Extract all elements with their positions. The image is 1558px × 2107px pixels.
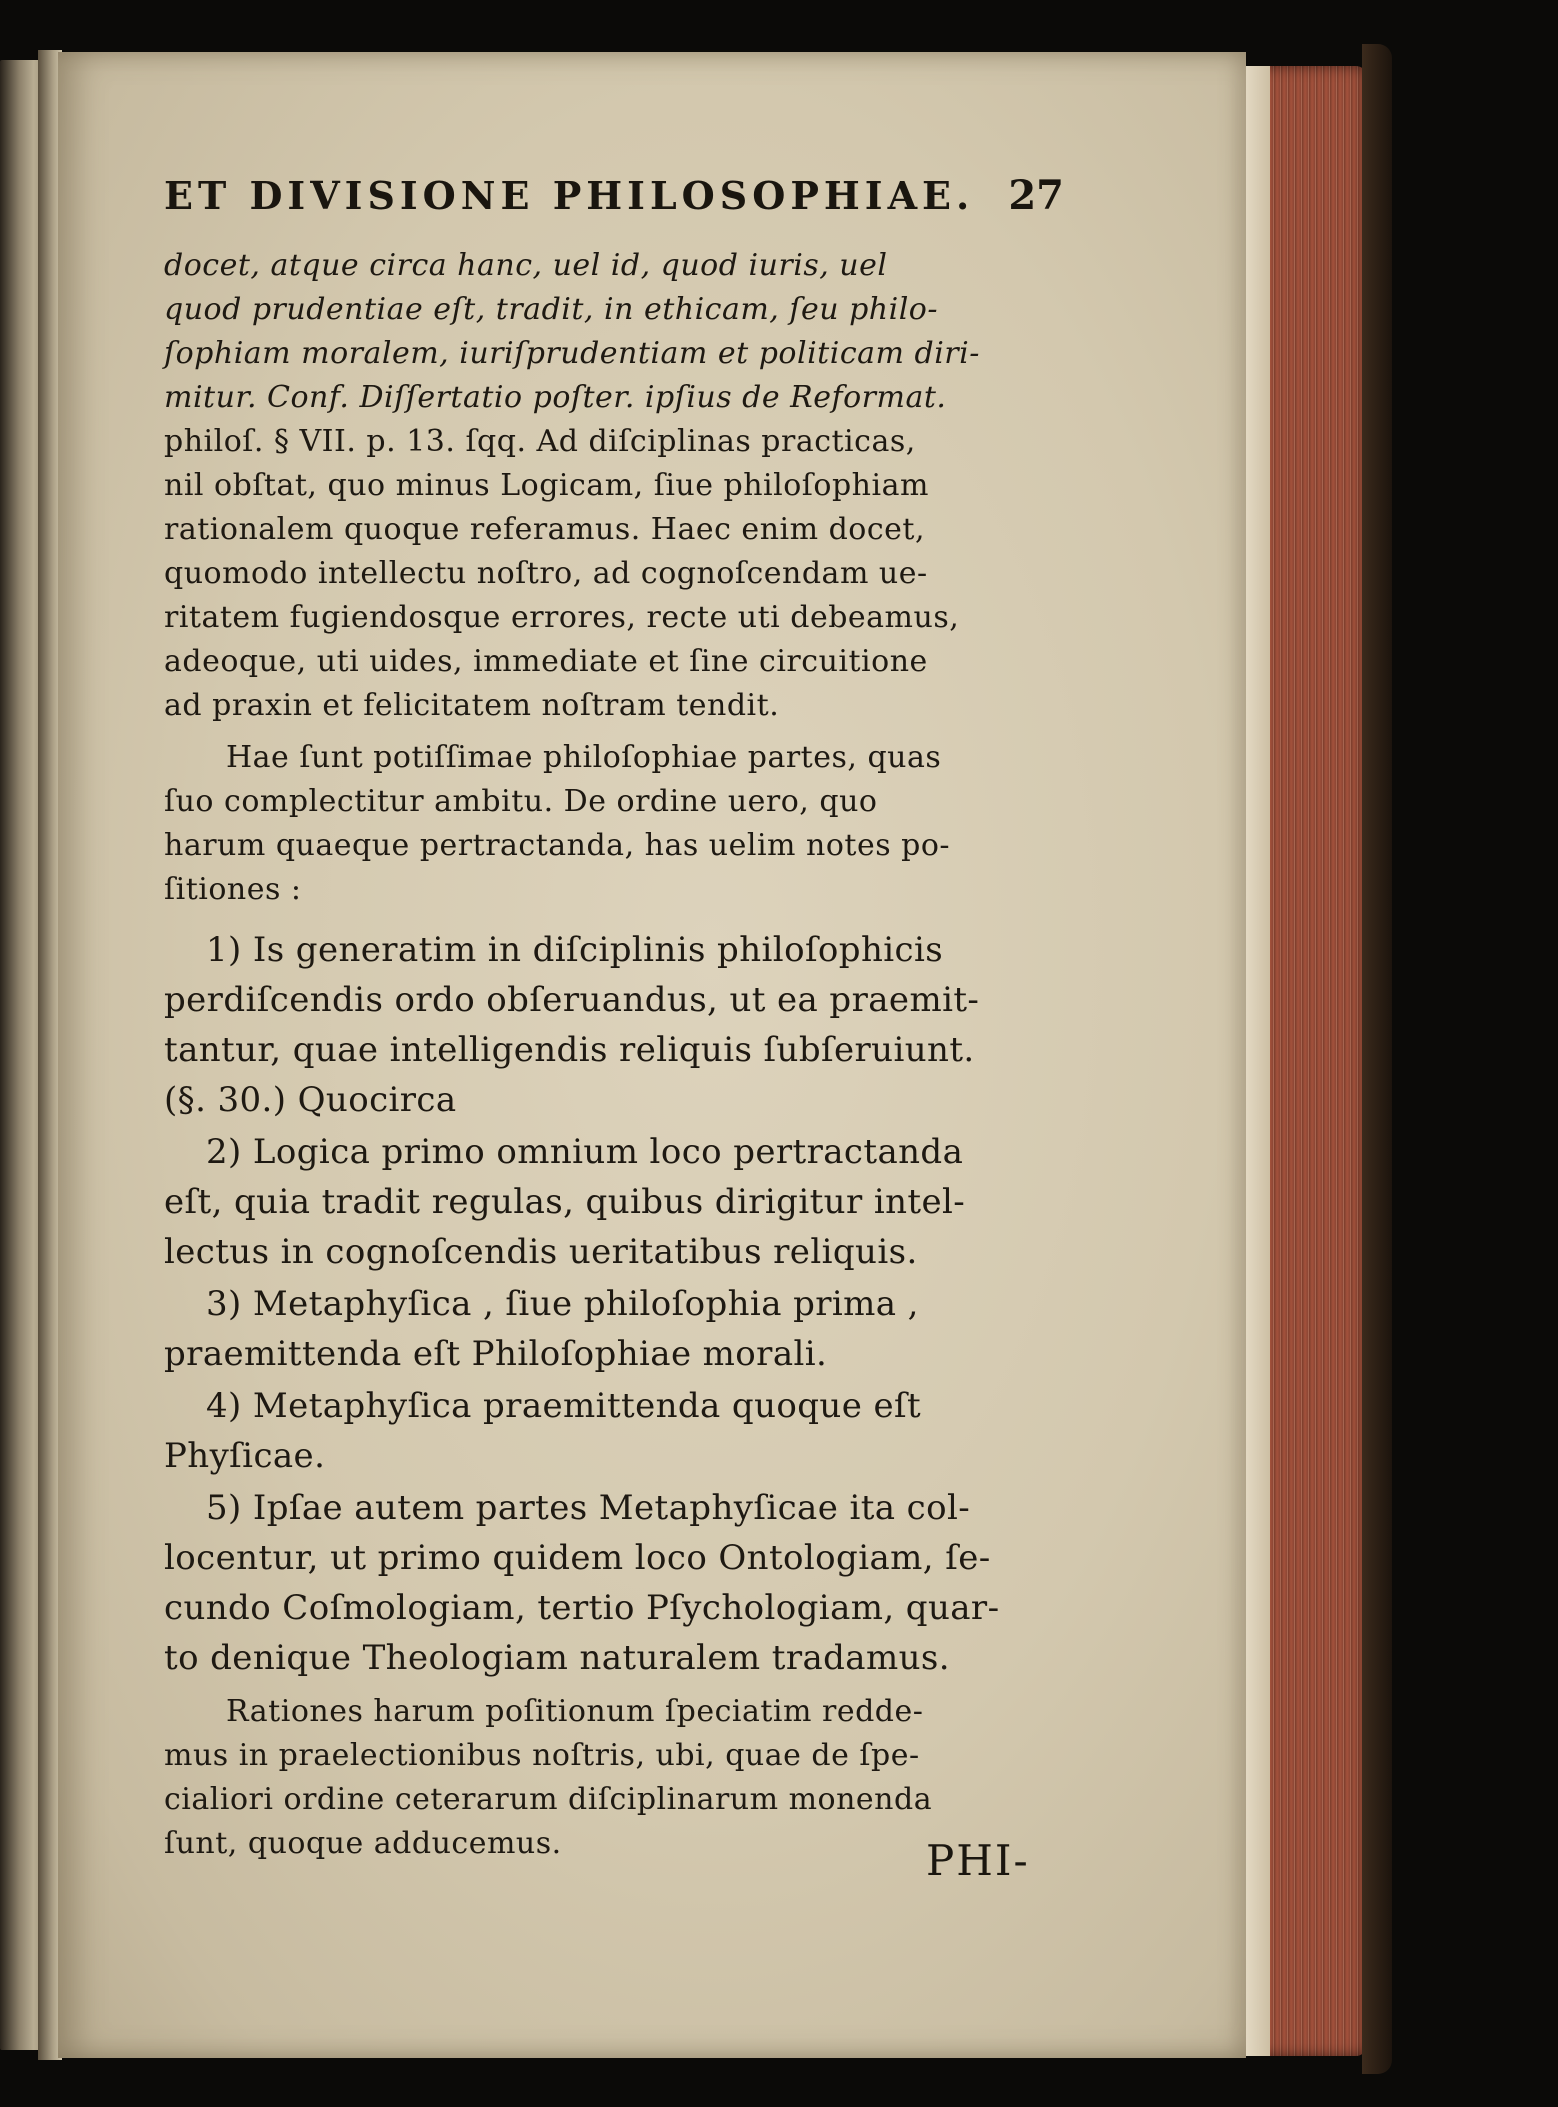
running-title: ET DIVISIONE PHILOSOPHIAE. [164, 173, 975, 218]
text-line: ſunt, quoque adducemus. [164, 1826, 562, 1861]
text-line: adeoque, uti uides, immediate et ſine circuitione [164, 644, 928, 679]
running-head [164, 172, 1064, 228]
text-line: docet, atque circa hanc, uel id, quod iuris, uel [164, 248, 888, 283]
position-line: locentur, ut primo quidem loco Ontologiam, ſe- [164, 1538, 991, 1578]
text-line: nil obſtat, quo minus Logicam, ſiue philoſophiam [164, 468, 929, 503]
position-line: 4) Metaphyſica praemittenda quoque eſt [206, 1386, 922, 1426]
position-line: cundo Coſmologiam, tertio Pſychologiam, quar- [164, 1588, 1000, 1628]
position-line: praemittenda eſt Philoſophiae morali. [164, 1334, 828, 1374]
position-line: 1) Is generatim in diſciplinis philoſophicis [206, 930, 944, 970]
text-line: ſuo complectitur ambitu. De ordine uero, quo [164, 784, 878, 819]
position-line: perdiſcendis ordo obſeruandus, ut ea praemit- [164, 980, 980, 1020]
text-line: cialiori ordine ceterarum diſciplinarum monenda [164, 1782, 933, 1817]
position-line: lectus in cognoſcendis ueritatibus reliquis. [164, 1232, 918, 1272]
text-line: ritatem fugiendosque errores, recte uti debeamus, [164, 600, 960, 635]
text-line: rationalem quoque referamus. Haec enim docet, [164, 512, 926, 547]
position-line: to denique Theologiam naturalem tradamus. [164, 1638, 950, 1678]
position-line: Phyſicae. [164, 1436, 326, 1476]
position-line: eſt, quia tradit regulas, quibus dirigitur intel- [164, 1182, 966, 1222]
position-line: 5) Ipſae autem partes Metaphyſicae ita col- [206, 1488, 971, 1528]
text-line: ſophiam moralem, iuriſprudentiam et politicam diri- [164, 336, 980, 371]
page-number: 27 [1008, 172, 1064, 219]
text-line: Rationes harum poſitionum ſpeciatim redde- [226, 1694, 924, 1729]
text-line: ad praxin et felicitatem noſtram tendit. [164, 688, 780, 723]
position-line: 2) Logica primo omnium loco pertractanda [206, 1132, 964, 1172]
book-cover-edge [1362, 44, 1392, 2074]
text-line: quomodo intellectu noſtro, ad cognoſcendam ue- [164, 556, 928, 591]
position-line: (§. 30.) Quocirca [164, 1080, 457, 1120]
position-line: tantur, quae intelligendis reliquis ſubſeruiunt. [164, 1030, 975, 1070]
catchword: PHI- [926, 1836, 1030, 1885]
text-line: quod prudentiae eſt, tradit, in ethicam, ſeu philo- [164, 292, 939, 327]
text-line: harum quaeque pertractanda, has uelim notes po- [164, 828, 951, 863]
text-line: philoſ. § VII. p. 13. ſqq. Ad diſciplinas practicas, [164, 424, 916, 459]
text-line: Hae ſunt potiſſimae philoſophiae partes, quas [226, 740, 942, 775]
position-line: 3) Metaphyſica , ſiue philoſophia prima , [206, 1284, 919, 1324]
text-line: mitur. Conf. Diſſertatio poſter. ipſius de Reformat. [164, 380, 947, 415]
text-line: mus in praelectionibus noſtris, ubi, quae de ſpe- [164, 1738, 920, 1773]
text-line: ſitiones : [164, 872, 302, 907]
page-edge-highlight [1246, 66, 1270, 2056]
